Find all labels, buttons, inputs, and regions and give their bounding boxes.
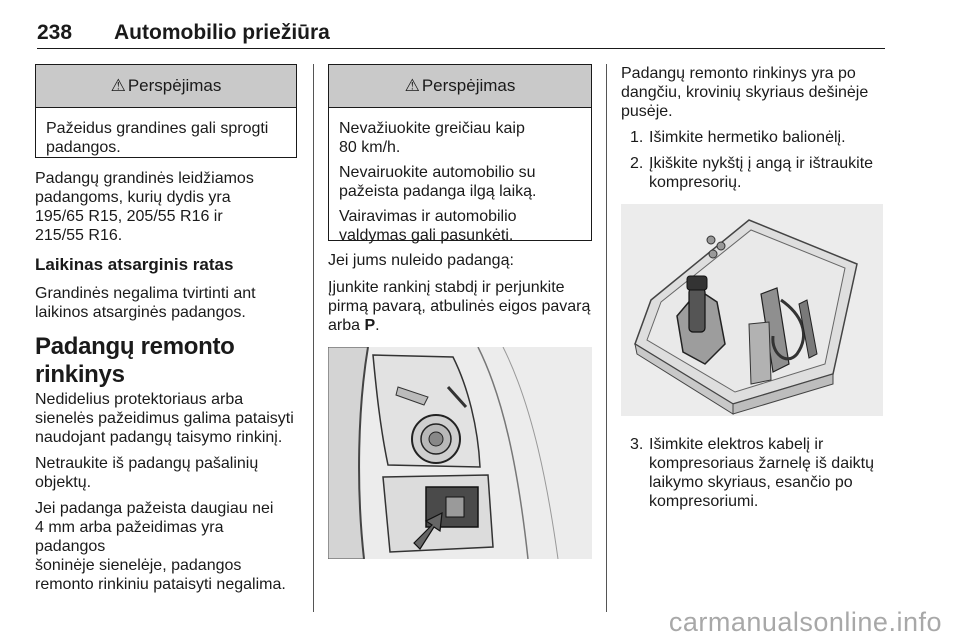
warning-triangle-icon: ⚠ — [110, 76, 126, 95]
paragraph: Įjunkite rankinį stabdį ir perjunkite pirmą pavarą, atbulinės eigos pavarą arba P. — [328, 279, 591, 334]
list-item: 3. Išimkite elektros kabelį ir kompresoriaus žarnelę iš daiktų laikymo skyriaus, esančio po kompresoriumi. — [630, 436, 874, 510]
warning-text: Pažeidus grandines gali sprogti padangos. — [46, 120, 269, 156]
chapter-heading: Padangų remonto rinkinys — [35, 333, 235, 388]
warning-header — [329, 65, 591, 108]
trunk-compartment-illustration — [328, 347, 592, 559]
warning-box — [35, 64, 297, 158]
column-divider — [606, 64, 607, 612]
paragraph: Grandinės negalima tvirtinti ant laikinos atsarginės padangos. — [35, 285, 256, 321]
paragraph: Jei jums nuleido padangą: — [328, 252, 514, 269]
watermark: carmanualsonline.info — [668, 607, 942, 637]
paragraph: Padangų grandinės leidžiamos padangoms, kurių dydis yra 195/65 R15, 205/55 R16 ir 215/55 R16. — [35, 170, 254, 244]
paragraph: Padangų remonto rinkinys yra po dangčiu, krovinių skyriaus dešinėje pusėje. — [621, 65, 869, 120]
page-header — [37, 14, 885, 49]
list-item: 1. Išimkite hermetiko balionėlį. — [630, 129, 846, 146]
list-item: 2. Įkiškite nykštį į angą ir ištraukite kompresorių. — [630, 155, 874, 191]
paragraph: Netraukite iš padangų pašalinių objektų. — [35, 455, 259, 491]
page-title: Automobilio priežiūra — [114, 21, 330, 44]
steps-list — [621, 128, 886, 192]
warning-triangle-icon: ⚠ — [404, 76, 420, 95]
page-number: 238 — [37, 21, 73, 44]
warning-title: Perspėjimas — [421, 76, 516, 95]
warning-box — [328, 64, 592, 244]
paragraph: Jei padanga pažeista daugiau nei 4 mm arba pažeidimas yra padangos šoninėje sienelėje, padangos remonto rinkiniu pataisyti negalima. — [35, 500, 286, 593]
column-2 — [328, 64, 592, 564]
warning-header — [36, 65, 296, 108]
column-divider — [313, 64, 314, 612]
steps-list — [621, 435, 886, 511]
column-3 — [621, 64, 886, 511]
paragraph: Nedidelius protektoriaus arba sienelės pažeidimus galima pataisyti naudojant padangų taisymo rinkinį. — [35, 391, 294, 446]
section-heading: Laikinas atsarginis ratas — [35, 255, 234, 274]
compressor-storage-illustration — [621, 204, 883, 416]
warning-text: Nevažiuokite greičiau kaip 80 km/h. Nevairuokite automobilio su pažeista padanga ilgą laiką. Vairavimas ir automobilio valdymas gali pasunkėti. — [339, 120, 537, 244]
warning-title: Perspėjimas — [127, 76, 222, 95]
column-1 — [35, 64, 297, 594]
